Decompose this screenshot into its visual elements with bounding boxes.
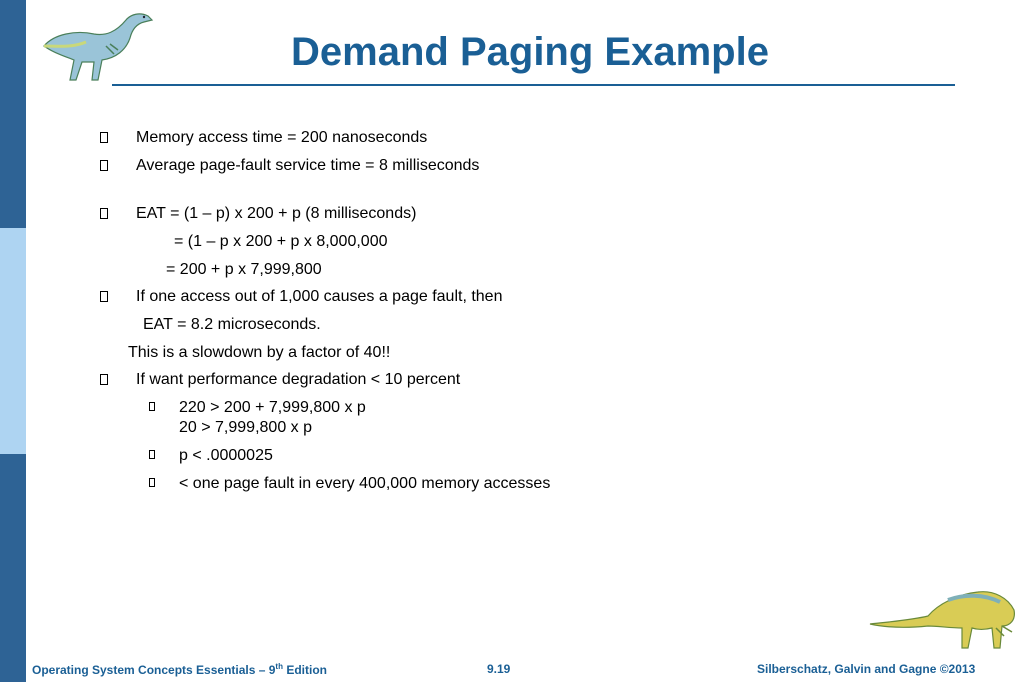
bullet-marker (100, 132, 108, 143)
bullet-one-in-thousand: If one access out of 1,000 causes a page fault, then (136, 288, 503, 305)
title-divider (112, 84, 955, 86)
sub-bullet-inequality-1: 220 > 200 + 7,999,800 x p (179, 399, 366, 416)
eat-microseconds: EAT = 8.2 microseconds. (143, 316, 321, 333)
sub-bullet-inequality-2: 20 > 7,999,800 x p (179, 419, 312, 436)
sub-bullet-page-fault-rate: < one page fault in every 400,000 memory accesses (179, 475, 551, 492)
sub-bullet-p-value: p < .0000025 (179, 447, 273, 464)
sidebar-segment-bottom (0, 454, 26, 682)
bullet-marker (100, 291, 108, 302)
slide-title: Demand Paging Example (291, 30, 769, 74)
sub-bullet-marker (149, 402, 155, 411)
bullet-marker (100, 208, 108, 219)
bullet-eat-formula: EAT = (1 – p) x 200 + p (8 milliseconds) (136, 205, 417, 222)
sidebar-segment-middle (0, 228, 26, 454)
bullet-marker (100, 160, 108, 171)
bullet-memory-access: Memory access time = 200 nanoseconds (136, 129, 428, 146)
left-sidebar (0, 0, 26, 682)
footer-page-number: 9.19 (487, 662, 511, 676)
bullet-page-fault-time: Average page-fault service time = 8 milliseconds (136, 157, 480, 174)
sub-bullet-marker (149, 478, 155, 487)
bullet-degradation: If want performance degradation < 10 percent (136, 371, 461, 388)
eat-formula-continued-2: = 200 + p x 7,999,800 (166, 261, 322, 278)
dinosaur-logo-icon (36, 6, 156, 84)
slowdown-note: This is a slowdown by a factor of 40!! (128, 344, 391, 361)
footer-copyright: Silberschatz, Galvin and Gagne ©2013 (757, 662, 976, 676)
bullet-marker (100, 374, 108, 385)
sidebar-segment-top (0, 0, 26, 228)
eat-formula-continued-1: = (1 – p x 200 + p x 8,000,000 (174, 233, 388, 250)
footer-book-title: Operating System Concepts Essentials – 9th Edition (32, 662, 327, 677)
sub-bullet-marker (149, 450, 155, 459)
dinosaur-footer-icon (868, 586, 1018, 654)
